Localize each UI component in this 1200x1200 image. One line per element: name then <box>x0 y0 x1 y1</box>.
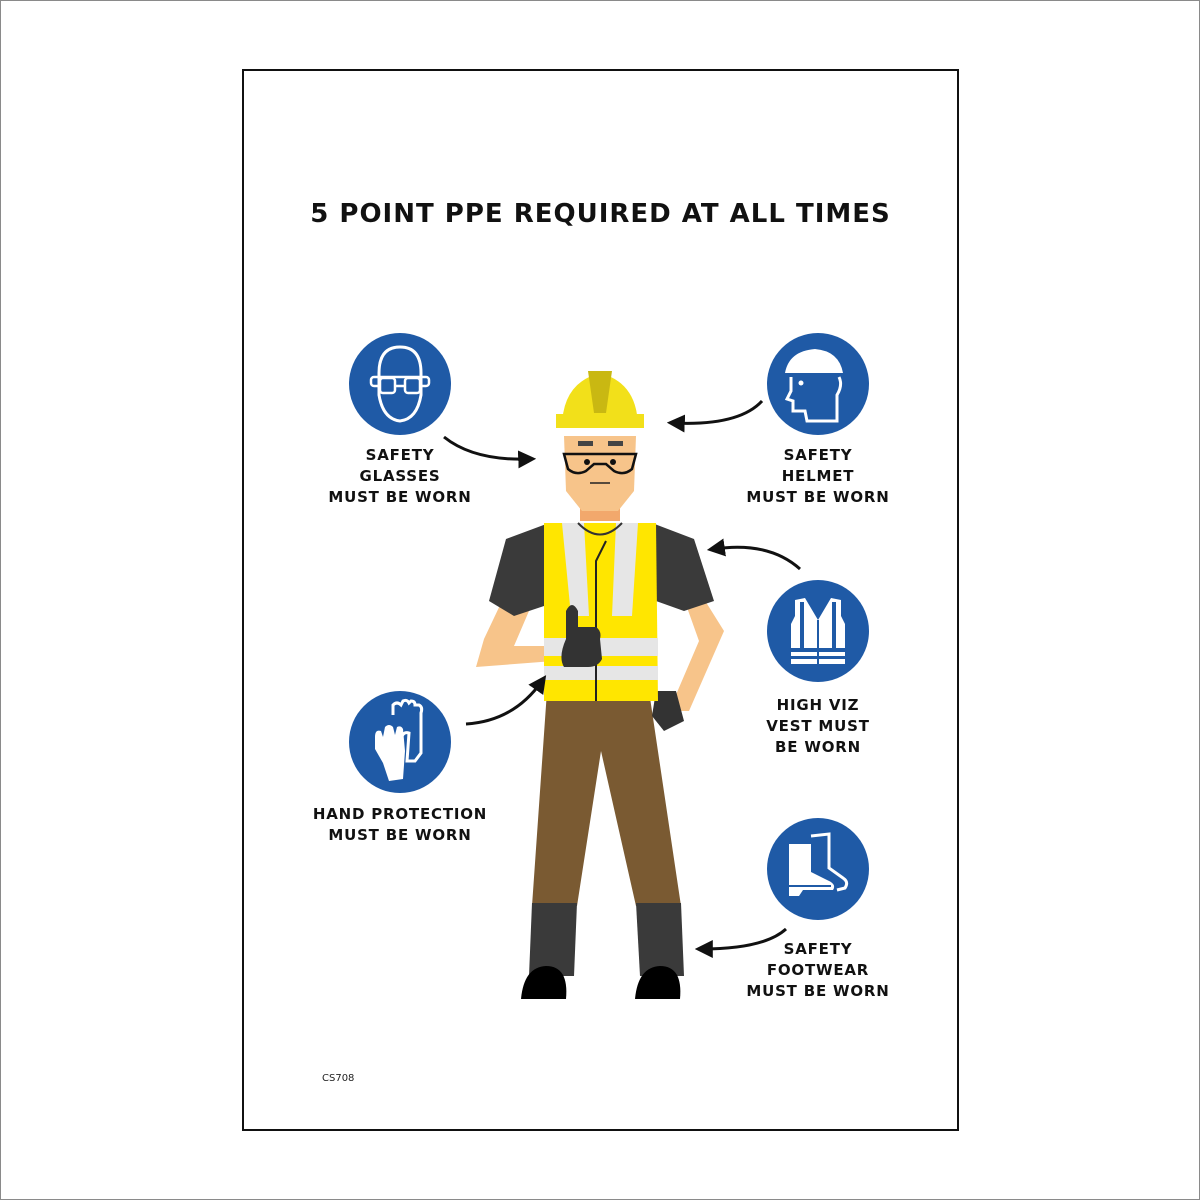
caption-line: MUST BE WORN <box>746 982 890 1000</box>
safety-footwear-icon <box>767 818 869 920</box>
high-viz-vest-sign <box>767 580 869 682</box>
ppe-poster <box>242 69 959 1131</box>
safety-helmet-sign <box>767 333 869 435</box>
safety-footwear-caption <box>698 939 938 1002</box>
hand-protection-caption <box>280 804 520 846</box>
high-viz-vest-icon <box>767 580 869 682</box>
poster-title: 5 POINT PPE REQUIRED AT ALL TIMES <box>310 199 891 229</box>
caption-line: SAFETY <box>365 446 435 464</box>
hand-protection-icon <box>349 691 451 793</box>
safety-footwear-sign <box>767 818 869 920</box>
caption-line: SAFETY <box>783 446 853 464</box>
caption-line: SAFETY <box>783 940 853 958</box>
high-viz-vest-caption <box>698 695 938 758</box>
safety-glasses-sign <box>349 333 451 435</box>
caption-line: MUST BE WORN <box>746 488 890 506</box>
caption-line: BE WORN <box>775 738 861 756</box>
caption-line: HIGH VIZ <box>776 696 860 714</box>
safety-helmet-caption <box>698 445 938 508</box>
caption-line: MUST BE WORN <box>328 826 472 844</box>
caption-line: HAND PROTECTION <box>312 805 488 823</box>
safety-glasses-icon <box>349 333 451 435</box>
product-code: CS708 <box>322 1073 355 1084</box>
safety-glasses-caption <box>280 445 520 508</box>
caption-line: MUST BE WORN <box>328 488 472 506</box>
caption-line: HELMET <box>781 467 855 485</box>
caption-line: FOOTWEAR <box>766 961 870 979</box>
caption-line: GLASSES <box>359 467 441 485</box>
hand-protection-sign <box>349 691 451 793</box>
caption-line: VEST MUST <box>766 717 870 735</box>
safety-helmet-icon <box>767 333 869 435</box>
